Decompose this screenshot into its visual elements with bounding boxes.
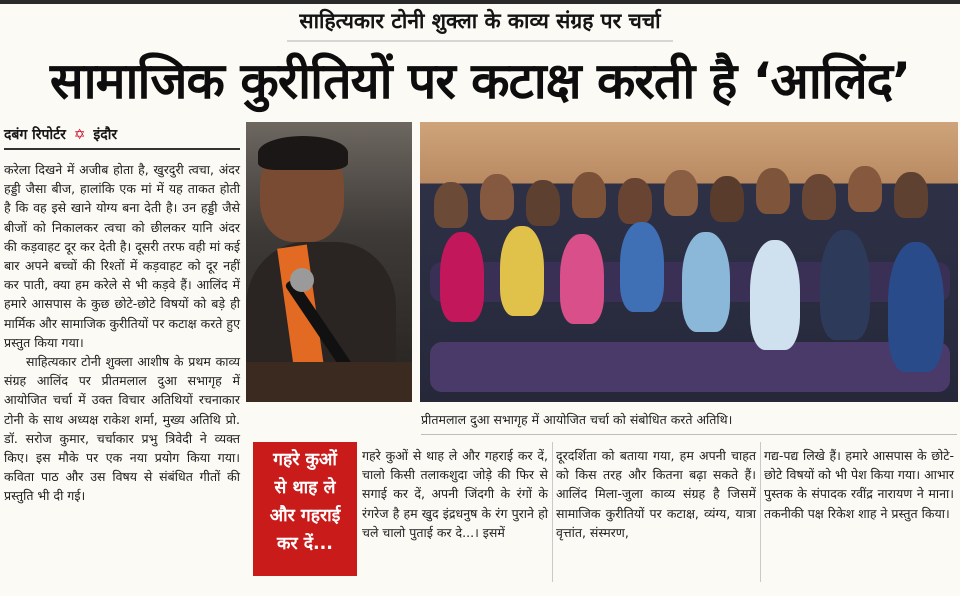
pull-quote-line: गहरे कुओं xyxy=(273,450,337,470)
pull-quote-line: और गहराई xyxy=(269,506,341,526)
pull-quote xyxy=(253,442,357,576)
byline-city: इंदौर xyxy=(93,127,118,143)
star-icon: ✡ xyxy=(73,127,86,143)
photo-caption: प्रीतमलाल दुआ सभागृह में आयोजित चर्चा को संबोधित करते अतिथि। xyxy=(421,406,957,435)
body-paragraph-2: साहित्यकार टोनी शुक्ला आशीष के प्रथम काव्य संग्रह आलिंद पर प्रीतमलाल दुआ सभागृह में आयोजित चर्चा में उक्त विचार अतिथियों रचनाकार टोनी के साथ अध्यक्ष राकेश शर्मा, मुख्य अतिथि प्रो. डॉ. सरोज कुमार, चर्चाकार प्रभु त्रिवेदी ने व्यक्त किए। इस मौके पर एक नया प्रयोग किया गया। कविता पाठ और उस विषय से संबंधित गीतों की प्रस्तुति भी दी गई। xyxy=(4,354,240,504)
article-headline: सामाजिक कुरीतियों पर कटाक्ष करती है ‘आलिंद’ xyxy=(49,52,911,110)
kicker-heading xyxy=(0,2,960,40)
body-column-4: गद्य-पद्य लिखे हैं। हमारे आसपास के छोटे-छोटे विषयों को भी पेश किया गया। आभार पुस्तक के संपादक रवींद्र नारायण ने माना। तकनीकी पक्ष रिकेश शाह ने प्रस्तुत किया। xyxy=(764,448,954,521)
byline-reporter: दबंग रिपोर्टर xyxy=(4,127,66,143)
byline xyxy=(4,124,244,146)
column-divider xyxy=(552,442,553,582)
column-divider xyxy=(760,442,761,582)
pull-quote-line: कर दें... xyxy=(277,534,333,554)
pull-quote-line: से थाह ले xyxy=(274,478,336,498)
body-column-3: दूरदर्शिता को बताया गया, हम अपनी चाहत को किस तरह और कितना बढ़ा सकते हैं। आलिंद मिला-जुला काव्य संग्रह है जिसमें सामाजिक कुरीतियों पर कटाक्ष, व्यंग्य, यात्रा वृत्तांत, संस्मरण, xyxy=(556,448,756,540)
kicker-text: साहित्यकार टोनी शुक्ला के काव्य संग्रह पर चर्चा xyxy=(287,2,672,42)
audience-photo xyxy=(420,122,958,402)
body-column-1 xyxy=(4,160,240,592)
body-paragraph-1: करेला दिखने में अजीब होता है, खुरदुरी त्वचा, अंदर हड्डी जैसा बीज, हालांकि एक मां में यह ताकत होती है कि वह इसे खाने योग्य बना देती है। उन हड्डी जैसे बीजों को निकालकर त्वचा को छीलकर यानि अंदर की कड़वाहट दूर कर देती है। दूसरी तरफ वही मां कई बार अपने बच्चों की रिश्तों में कड़वाहट को दूर नहीं कर पाती, क्या हम करेले से भी कड़वे हैं। आलिंद में हमारे आसपास के कुछ छोटे-छोटे विषयों को बड़े ही मार्मिक और सामाजिक कुरीतियों पर कटाक्ष करते हुए प्रस्तुत किया गया। xyxy=(4,162,240,350)
byline-rule xyxy=(4,148,240,150)
speaker-photo xyxy=(246,122,412,402)
body-column-2: गहरे कुओं से थाह ले और गहराई कर दें, चालो किसी तलाकशुदा जोड़े की फिर से सगाई कर दें, अपनी जिंदगी के रंगों के रंगरेज है हम खुद इंद्रधनुष के रंग पुराने हो चले चालो पुताई कर दे...। इसमें xyxy=(362,448,548,540)
